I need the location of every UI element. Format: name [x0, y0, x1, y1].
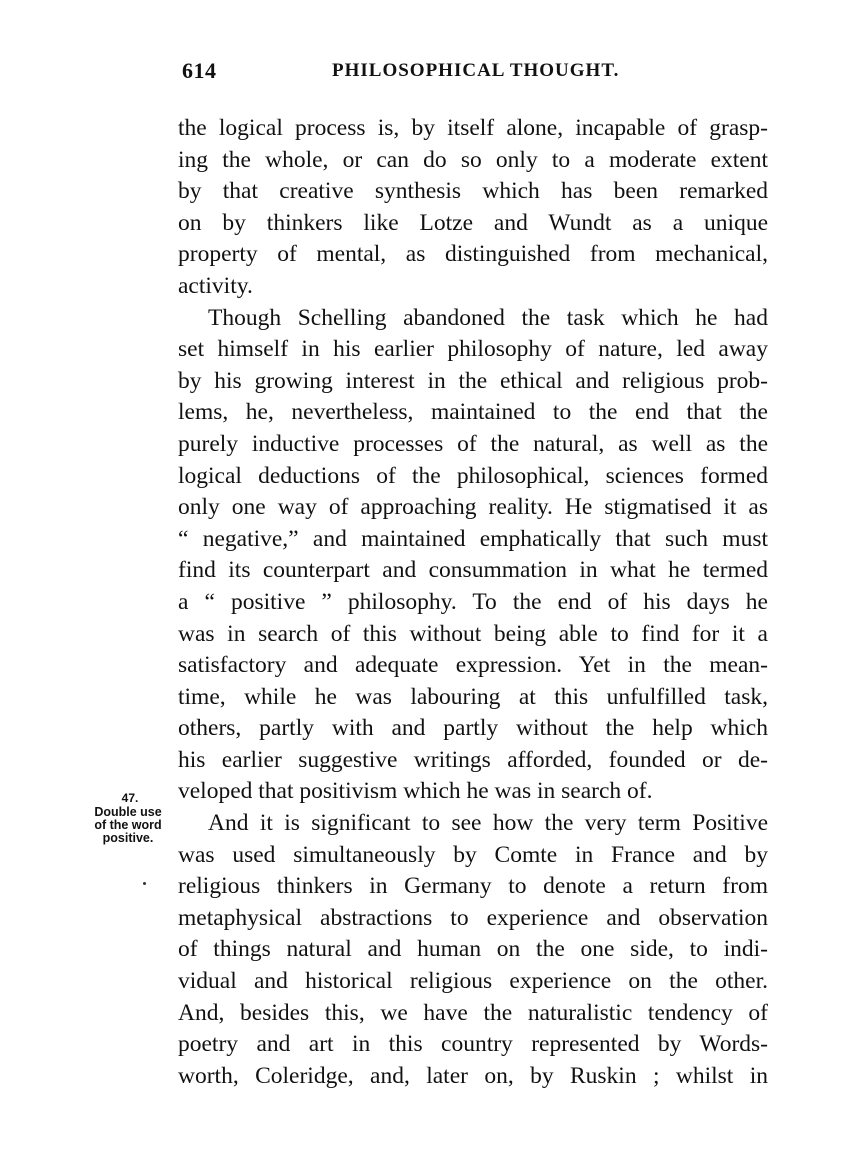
marginal-note-line: positive. — [102, 831, 154, 845]
paragraph — [178, 113, 768, 303]
text-line: by that creative synthesis which has been remarked — [178, 178, 768, 205]
marginal-note-line: of the word — [94, 818, 162, 832]
text-line: logical deductions of the philosophical, sciences formed — [178, 462, 768, 489]
text-line: by his growing interest in the ethical and religious prob- — [178, 367, 768, 394]
text-line: And it is significant to see how the very term Positive — [208, 810, 768, 837]
text-line: set himself in his earlier philosophy of nature, led away — [178, 336, 768, 363]
text-line: vidual and historical religious experience on the other. — [178, 968, 768, 995]
text-line: poetry and art in this country represented by Words- — [178, 1031, 768, 1058]
text-line: others, partly with and partly without the help which — [178, 715, 768, 742]
page-number: 614 — [182, 58, 217, 83]
running-title: PHILOSOPHICAL THOUGHT. — [332, 60, 620, 81]
marginal-note-line: Double use — [94, 805, 162, 819]
text-line: religious thinkers in Germany to denote a return from — [178, 873, 768, 900]
text-line: find its counterpart and consummation in what he termed — [178, 557, 768, 584]
text-line: on by thinkers like Lotze and Wundt as a unique — [178, 209, 768, 236]
text-line: property of mental, as distinguished from mechanical, — [178, 241, 768, 268]
text-line: a “ positive ” philosophy. To the end of his days he — [178, 588, 768, 615]
section-number: 47. — [121, 791, 139, 805]
text-line: Though Schelling abandoned the task which he had — [208, 304, 768, 331]
paragraph — [178, 808, 768, 1092]
body-text — [178, 113, 768, 1092]
text-line: activity. — [178, 272, 253, 299]
text-line: And, besides this, we have the naturalistic tendency of — [178, 999, 768, 1026]
text-line: his earlier suggestive writings afforded, founded or de- — [178, 746, 768, 773]
text-line: satisfactory and adequate expression. Yet in the mean- — [178, 652, 768, 679]
text-line: was used simultaneously by Comte in France and by — [178, 841, 768, 868]
text-line: the logical process is, by itself alone, incapable of grasp- — [178, 115, 768, 141]
text-line: ing the whole, or can do so only to a moderate extent — [178, 146, 768, 173]
print-speck — [143, 882, 146, 885]
text-line: worth, Coleridge, and, later on, by Ruskin ; whilst in — [178, 1062, 768, 1089]
text-line: of things natural and human on the one side, to indi- — [178, 936, 768, 963]
text-line: metaphysical abstractions to experience and observation — [178, 904, 768, 931]
text-line: time, while he was labouring at this unfulfilled task, — [178, 683, 768, 710]
text-line: veloped that positivism which he was in search of. — [178, 778, 653, 805]
running-head — [182, 58, 762, 90]
paragraph — [178, 303, 768, 809]
text-line: purely inductive processes of the natural, as well as the — [178, 430, 768, 457]
text-line: lems, he, nevertheless, maintained to the end that the — [178, 399, 768, 426]
marginal-note — [78, 792, 178, 845]
text-line: only one way of approaching reality. He stigmatised it as — [178, 494, 768, 521]
text-line: “ negative,” and maintained emphatically that such must — [178, 525, 768, 552]
text-line: was in search of this without being able to find for it a — [178, 620, 768, 647]
